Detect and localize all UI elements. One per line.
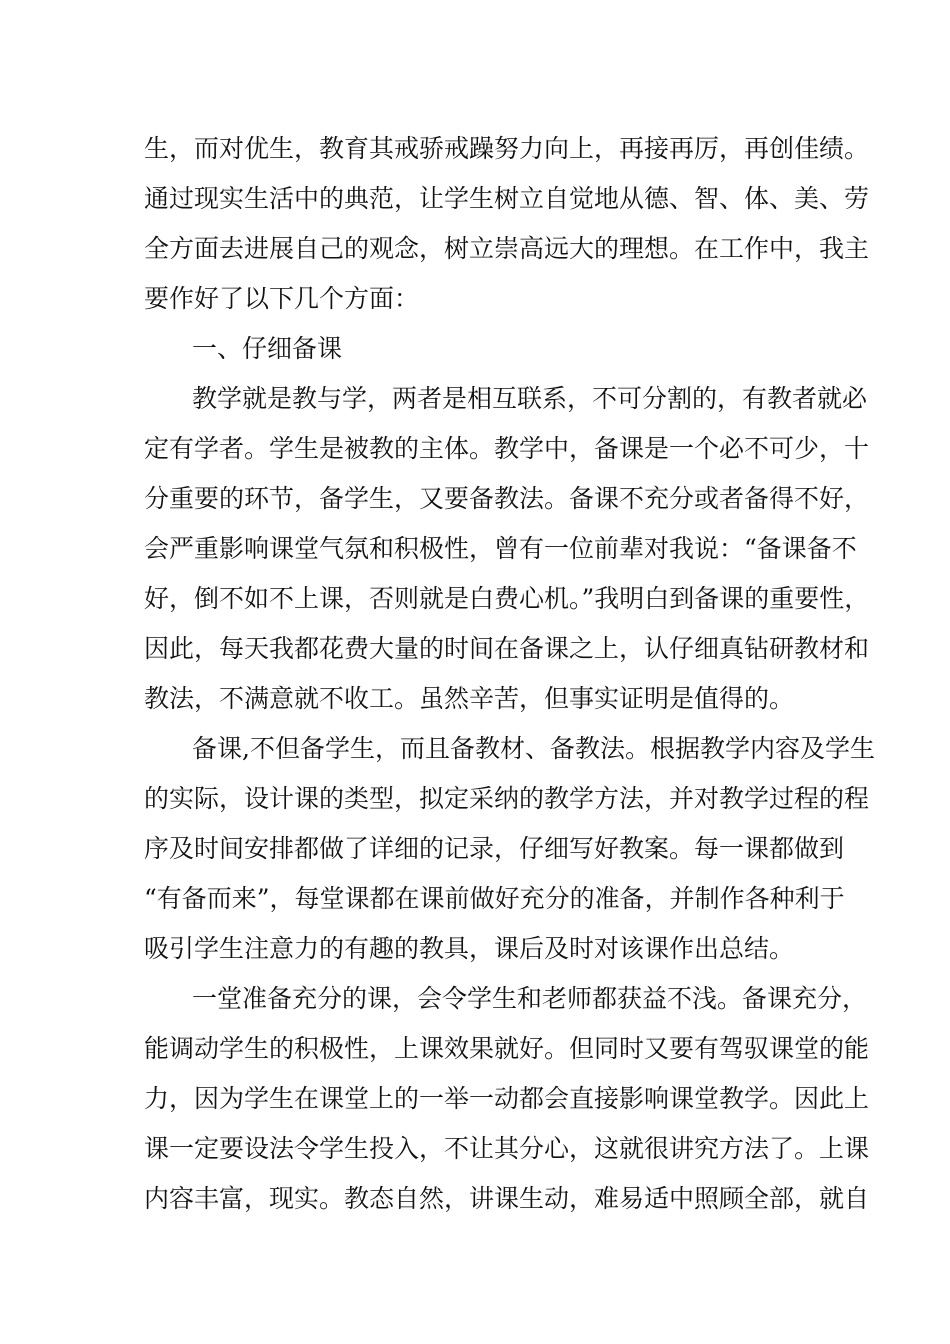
text-line: 定有学者。学生是被教的主体。教学中，备课是一个必不可少，十 xyxy=(144,434,870,463)
paragraph-first-line: 一堂准备充分的课，会令学生和老师都获益不浅。备课充分， xyxy=(192,984,868,1013)
text-line: 课一定要设法令学生投入，不让其分心，这就很讲究方法了。上课 xyxy=(144,1134,870,1163)
text-line: “有备而来”，每堂课都在课前做好充分的准备，并制作各种利于 xyxy=(144,884,845,913)
text-line: 序及时间安排都做了详细的记录，仔细写好教案。每一课都做到 xyxy=(144,834,845,863)
paragraph-first-line: 备课,不但备学生，而且备教材、备教法。根据教学内容及学生 xyxy=(192,734,875,763)
text-line: 内容丰富，现实。教态自然，讲课生动，难易适中照顾全部，就自 xyxy=(144,1184,870,1213)
text-line: 会严重影响课堂气氛和积极性，曾有一位前辈对我说：“备课备不 xyxy=(144,534,857,563)
text-line: 的实际，设计课的类型，拟定采纳的教学方法，并对教学过程的程 xyxy=(144,784,870,813)
text-line: 分重要的环节，备学生，又要备教法。备课不充分或者备得不好， xyxy=(144,484,870,513)
text-line: 因此，每天我都花费大量的时间在备课之上，认仔细真钻研教材和 xyxy=(144,634,870,663)
text-line: 要作好了以下几个方面： xyxy=(144,284,420,313)
text-line: 全方面去进展自己的观念，树立崇高远大的理想。在工作中，我主 xyxy=(144,234,870,263)
text-line: 力，因为学生在课堂上的一举一动都会直接影响课堂教学。因此上 xyxy=(144,1084,870,1113)
text-line: 生，而对优生，教育其戒骄戒躁努力向上，再接再厉，再创佳绩。 xyxy=(144,134,870,163)
text-line: 能调动学生的积极性，上课效果就好。但同时又要有驾驭课堂的能 xyxy=(144,1034,870,1063)
paragraph-first-line: 教学就是教与学，两者是相互联系，不可分割的，有教者就必 xyxy=(192,384,868,413)
text-line: 好，倒不如不上课，否则就是白费心机。”我明白到备课的重要性， xyxy=(144,584,870,613)
section-heading: 一、仔细备课 xyxy=(192,334,343,363)
text-line: 教法，不满意就不收工。虽然辛苦，但事实证明是值得的。 xyxy=(144,684,795,713)
text-line: 通过现实生活中的典范，让学生树立自觉地从德、智、体、美、劳 xyxy=(144,184,870,213)
text-line: 吸引学生注意力的有趣的教具，课后及时对该课作出总结。 xyxy=(144,934,795,963)
